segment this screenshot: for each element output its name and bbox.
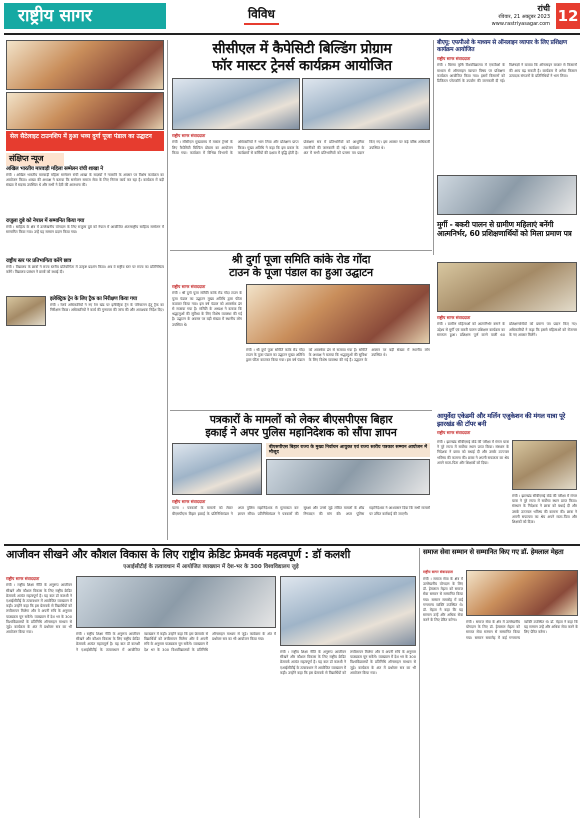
ayurveda-body-continued: रांची । झारखंड सीबीएसई बोर्ड की परीक्षा में मंगल यात्रा ने पूरे राज्य में सर्वोच्च स्थान प्राप्त किया। संस्थान के निदेशक ने छात्रा को बधाई दी और उसके उज्ज्वल भविष्य की कामना की। छात्रा ने अपनी सफलता का श्रेय अपने माता-पिता और शिक्षकों को दिया। [512,494,577,525]
journalists-byline: राष्ट्रीय सागर संवाददाता [172,499,206,504]
section-rule [170,410,432,411]
brief-item-2 [6,218,164,251]
women-byline: राष्ट्रीय सागर संवाददाता [437,315,471,320]
lead-headline-line-2: फॉर मास्टर ट्रेनर्स कार्यक्रम आयोजित [212,58,392,74]
brief-news-title: संक्षिप्त न्यूज [6,153,64,166]
journalists-headline-line-2: इकाई ने अपर पुलिस महानिदेशक को सौंपा ज्ञापन [205,426,397,439]
godda-byline: राष्ट्रीय सागर संवाददाता [172,284,206,289]
brief-item-3 [6,258,164,291]
lead-headline [172,41,432,75]
godda-story [172,284,242,409]
godda-headline [172,253,430,279]
brief-item-4 [50,296,164,423]
bau-body: रांची । बिरसा कृषि विश्वविद्यालय में एफपीओ के माध्यम से ऑनलाइन व्यापार विषय पर प्रशिक्षण कार्यक्रम आयोजित किया गया। इसमें किसानों को डिजिटल प्लेटफॉर्म के उपयोग की जानकारी दी गई। विशेषज्ञों ने बताया कि ऑनलाइन बाजार से किसानों की आय बढ़ सकती है। कार्यक्रम में अनेक किसान उत्पादक संगठनों के प्रतिनिधियों ने भाग लिया। [437,63,577,83]
lead-body: रांची । सीसीएल मुख्यालय में मास्टर ट्रेनर्स के लिए कैपेसिटी बिल्डिंग प्रोग्राम का आयोजन किया गया। कार्यक्रम में विभिन्न विभागों के अधिकारियों ने भाग लिया और प्रशिक्षण प्राप्त किया। मुख्य अतिथि ने कहा कि इस प्रकार के कार्यक्रमों से कर्मियों की दक्षता में वृद्धि होती है। प्रशिक्षण सत्र में प्रतिभागियों को आधुनिक तकनीकों की जानकारी दी गई। कार्यक्रम के अंत में सभी प्रतिभागियों को प्रमाण पत्र प्रदान किए गए। इस अवसर पर कई वरिष्ठ अधिकारी उपस्थित थे। [172,140,430,155]
city-name: रांची [537,4,550,13]
mehta-body: रांची । समाज सेवा के क्षेत्र में उल्लेखनीय योगदान के लिए डॉ. हेमलाल मेहता को समाज सेवा सम्मान से सम्मानित किया गया। सम्मान समारोह में कई गणमान्य व्यक्ति उपस्थित थे। डॉ. मेहता ने कहा कि यह सम्मान उन्हें और अधिक सेवा करने के लिए प्रेरित करेगा। [423,576,463,623]
bottom-body: रांची । राष्ट्रीय शिक्षा नीति के अनुरूप आजीवन सीखने और कौशल विकास के लिए राष्ट्रीय क्रेडिट फ्रेमवर्क अत्यंत महत्वपूर्ण है। यह बात डॉ कलशी ने एआईसीटीई के तत्वावधान में आयोजित व्याख्यान में कही। उन्होंने कहा कि इस फ्रेमवर्क से विद्यार्थियों को लचीलापन मिलेगा और वे अपनी रुचि के अनुसार पाठ्यक्रम चुन सकेंगे। व्याख्यान में देश भर के 300 विश्वविद्यालयों के प्रतिनिधि ऑनलाइन माध्यम से जुड़े। कार्यक्रम के अंत में प्रश्नोत्तर सत्र का भी आयोजन किया गया। [6,583,72,635]
brief-item-4-headline: इलेक्ट्रिक ट्रेन के लिए ट्रैक का निरीक्षण किया गया [50,296,137,302]
lead-photo-2 [302,78,430,130]
godda-body: रांची । श्री दुर्गा पूजा समिति कांके रोड गोंदा टाउन के पूजा पंडाल का उद्घाटन मुख्य अतिथि द्वारा फीता काटकर किया गया। इस वर्ष पंडाल को आकर्षक ढंग से सजाया गया है। समिति के अध्यक्ष ने बताया कि श्रद्धालुओं की सुविधा के लिए विशेष व्यवस्था की गई है। उद्घाटन के अवसर पर बड़ी संख्या में स्थानीय लोग उपस्थित थे। [172,291,242,327]
mehta-photo [466,570,578,616]
women-story-body [437,315,577,414]
bau-byline: राष्ट्रीय सागर संवाददाता [437,56,471,61]
bau-story [437,40,577,168]
mehta-headline: समाज सेवा सम्मान से सम्मानित किए गए डॉ. हेमलाल मेहता [423,548,564,556]
godda-photo [246,284,430,344]
ayurveda-photo [512,440,577,490]
mehta-body-continued: रांची । समाज सेवा के क्षेत्र में उल्लेखनीय योगदान के लिए डॉ. हेमलाल मेहता को समाज सेवा सम्मान से सम्मानित किया गया। सम्मान समारोह में कई गणमान्य व्यक्ति उपस्थित थे। डॉ. मेहता ने कहा कि यह सम्मान उन्हें और अधिक सेवा करने के लिए प्रेरित करेगा। [466,620,578,640]
bau-headline: बीएयू: एफपीओ के माध्यम से ऑनलाइन व्यापार के लिए प्रशिक्षण कार्यक्रम आयोजित [437,40,567,53]
section-title: विविध [244,6,279,25]
women-story [437,220,577,238]
pandal-photo-2 [6,92,164,130]
ayurveda-story [437,412,577,437]
godda-headline-line-2: टाउन के पूजा पंडाल का हुआ उद्घाटन [229,266,373,279]
lead-story [172,133,430,255]
brief-item-2-headline: राजुला दुबे को नेपाल में सम्मानित किया गया [6,218,85,224]
ayurveda-body: रांची । झारखंड सीबीएसई बोर्ड की परीक्षा में मंगल यात्रा ने पूरे राज्य में सर्वोच्च स्थान प्राप्त किया। संस्थान के निदेशक ने छात्रा को बधाई दी और उसके उज्ज्वल भविष्य की कामना की। छात्रा ने अपनी सफलता का श्रेय अपने माता-पिता और शिक्षकों को दिया। [437,440,509,465]
newspaper-logo[interactable]: राष्ट्रीय सागर [4,3,166,29]
bottom-byline: राष्ट्रीय सागर संवाददाता [6,576,40,581]
lead-photo-1 [172,78,300,130]
women-headline: मुर्गी - बकरी पालन से ग्रामीण महिलाएं बनेंगी आत्मनिर्भर, 60 प्रशिक्षणार्थियों को मिला प्रमाण पत्र [437,220,572,238]
women-body: रांची । ग्रामीण महिलाओं को आत्मनिर्भर बनाने के उद्देश्य से मुर्गी एवं बकरी पालन प्रशिक्षण कार्यक्रम का समापन हुआ। प्रशिक्षण पूर्ण करने वाली 60 प्रशिक्षणार्थियों को प्रमाण पत्र प्रदान किए गए। अधिकारियों ने कहा कि इससे महिलाओं को रोजगार के नए अवसर मिलेंगे। [437,322,577,337]
dateline [492,4,550,27]
issue-date: रविवार, 21 अक्टूबर 2023 [498,14,550,21]
journalists-headline [172,413,430,439]
bottom-subhead: एआईसीटीई के तत्वावधान में आयोजित व्याख्यान में देश-भर के 300 विश्वविद्यालय जुड़े [123,564,299,570]
brief-item-1 [6,166,164,215]
mehta-story-left [423,570,463,777]
brief-item-1-headline: अखिल भारतीय मारवाड़ी महिला सम्मेलन रांची शाखा ने [6,166,103,172]
bottom-rule [4,544,580,546]
ayurveda-headline: आयुर्वेदा एकेडमी और मर्लिन एजुकेशन की मंगल यात्रा पूरे झारखंड की टॉपर बनी [437,412,566,428]
brief-item-1-body: रांची । अखिल भारतीय मारवाड़ी महिला सम्मेलन रांची शाखा के सदस्यों ने नवरात्रि के अवसर पर विशेष कार्यक्रम का आयोजन किया। शाखा की अध्यक्ष ने बताया कि सम्मेलन समाज सेवा के लिए निरंतर कार्य कर रहा है। कार्यक्रम में बड़ी संख्या में सदस्य उपस्थित थे और सभी ने देवी की आराधना की। [6,172,164,187]
brief-item-3-body: रांची । विद्यालय के छात्रों ने राज्य स्तरीय प्रतियोगिता में उत्कृष्ट प्रदर्शन किया। अब वे राष्ट्रीय स्तर पर राज्य का प्रतिनिधित्व करेंगे। विद्यालय प्रबंधन ने छात्रों को बधाई दी। [6,264,164,274]
masthead-rule [4,33,580,35]
bau-photo [437,175,577,215]
website-link[interactable]: www.rastriyasagar.com [491,20,550,27]
godda-headline-line-1: श्री दुर्गा पूजा समिति कांके रोड गोंदा [231,253,371,266]
journalists-story [172,499,430,546]
bottom-body-right: रांची । राष्ट्रीय शिक्षा नीति के अनुरूप आजीवन सीखने और कौशल विकास के लिए राष्ट्रीय क्रेडिट फ्रेमवर्क अत्यंत महत्वपूर्ण है। यह बात डॉ कलशी ने एआईसीटीई के तत्वावधान में आयोजित व्याख्यान में कही। उन्होंने कहा कि इस फ्रेमवर्क से विद्यार्थियों को लचीलापन मिलेगा और वे अपनी रुचि के अनुसार पाठ्यक्रम चुन सकेंगे। व्याख्यान में देश भर के 300 विश्वविद्यालयों के प्रतिनिधि ऑनलाइन माध्यम से जुड़े। कार्यक्रम के अंत में प्रश्नोत्तर सत्र का भी आयोजन किया गया। [280,650,416,675]
column-rule [433,40,434,255]
page-number: 12 [556,3,580,29]
journalists-strip-caption: बीएसपीएस बिहार राज्य के मुख्य निर्वाचन आयुक्त एवं राज्य स्तरीय पत्रकार सम्मान आयोजन में मौजूद [266,443,430,457]
mehta-byline: राष्ट्रीय सागर संवाददाता [423,570,453,574]
journalists-photo-1 [172,443,262,495]
brief-item-2-body: रांची । साहित्य के क्षेत्र में उल्लेखनीय योगदान के लिए राजुला दुबे को नेपाल में आयोजित अंतरराष्ट्रीय साहित्य सम्मेलन में सम्मानित किया गया। उन्हें यह सम्मान प्रदान किया गया। [6,224,164,234]
brief-photo [6,296,46,326]
section-rule [170,250,432,251]
journalists-photo-2 [266,459,430,495]
ayurveda-byline: राष्ट्रीय सागर संवाददाता [437,430,471,435]
brief-item-4-body: रांची । रेलवे अधिकारियों ने नए रेल खंड पर इलेक्ट्रिक ट्रेन के परिचालन हेतु ट्रैक का निरीक्षण किया। अधिकारियों ने कार्य की गुणवत्ता की जांच की और आवश्यक निर्देश दिए। [50,302,164,312]
masthead [4,3,580,37]
bottom-story [6,576,72,823]
pandal-photo-1 [6,40,164,90]
bottom-photo-1 [76,576,276,628]
bottom-headline: आजीवन सीखने और कौशल विकास के लिए राष्ट्रीय क्रेडिट फ्रेमवर्क महत्वपूर्ण : डॉ कलशी [6,548,351,561]
lead-headline-line-1: सीसीएल में कैपेसिटी बिल्डिंग प्रोग्राम [212,41,392,57]
women-photo [437,262,577,312]
journalists-body: पटना । पत्रकारों के मामलों को लेकर बीएसपीएस बिहार इकाई के प्रतिनिधिमंडल ने अपर पुलिस महानिदेशक से मुलाकात कर ज्ञापन सौंपा। प्रतिनिधिमंडल ने पत्रकारों की सुरक्षा और उनसे जुड़े लंबित मामलों के शीघ्र निष्पादन की मांग की। अपर पुलिस महानिदेशक ने आश्वासन दिया कि सभी मामलों पर उचित कार्रवाई की जाएगी। [172,506,430,516]
column-rule [419,548,420,818]
godda-body-continued: रांची । श्री दुर्गा पूजा समिति कांके रोड गोंदा टाउन के पूजा पंडाल का उद्घाटन मुख्य अतिथि द्वारा फीता काटकर किया गया। इस वर्ष पंडाल को आकर्षक ढंग से सजाया गया है। समिति के अध्यक्ष ने बताया कि श्रद्धालुओं की सुविधा के लिए विशेष व्यवस्था की गई है। उद्घाटन के अवसर पर बड़ी संख्या में स्थानीय लोग उपस्थित थे। [246,348,430,363]
bottom-body-columns: रांची । राष्ट्रीय शिक्षा नीति के अनुरूप आजीवन सीखने और कौशल विकास के लिए राष्ट्रीय क्रेडिट फ्रेमवर्क अत्यंत महत्वपूर्ण है। यह बात डॉ कलशी ने एआईसीटीई के तत्वावधान में आयोजित व्याख्यान में कही। उन्होंने कहा कि इस फ्रेमवर्क से विद्यार्थियों को लचीलापन मिलेगा और वे अपनी रुचि के अनुसार पाठ्यक्रम चुन सकेंगे। व्याख्यान में देश भर के 300 विश्वविद्यालयों के प्रतिनिधि ऑनलाइन माध्यम से जुड़े। कार्यक्रम के अंत में प्रश्नोत्तर सत्र का भी आयोजन किया गया। [76,632,276,652]
column-rule [167,40,168,540]
journalists-headline-line-1: पत्रकारों के मामलों को लेकर बीएसपीएस बिहार [209,413,393,426]
pandal-caption: सेल सैटेलाइट टाउनशिप में हुआ भव्य दुर्गा पूजा पंडाल का उद्घाटन [6,131,164,151]
brief-item-3-headline: राष्ट्रीय स्तर पर प्रतिभागिता करेंगे छात्र [6,258,72,264]
mehta-story [423,548,578,556]
bottom-photo-2 [280,576,416,646]
lead-byline: राष्ट्रीय सागर संवाददाता [172,133,206,138]
